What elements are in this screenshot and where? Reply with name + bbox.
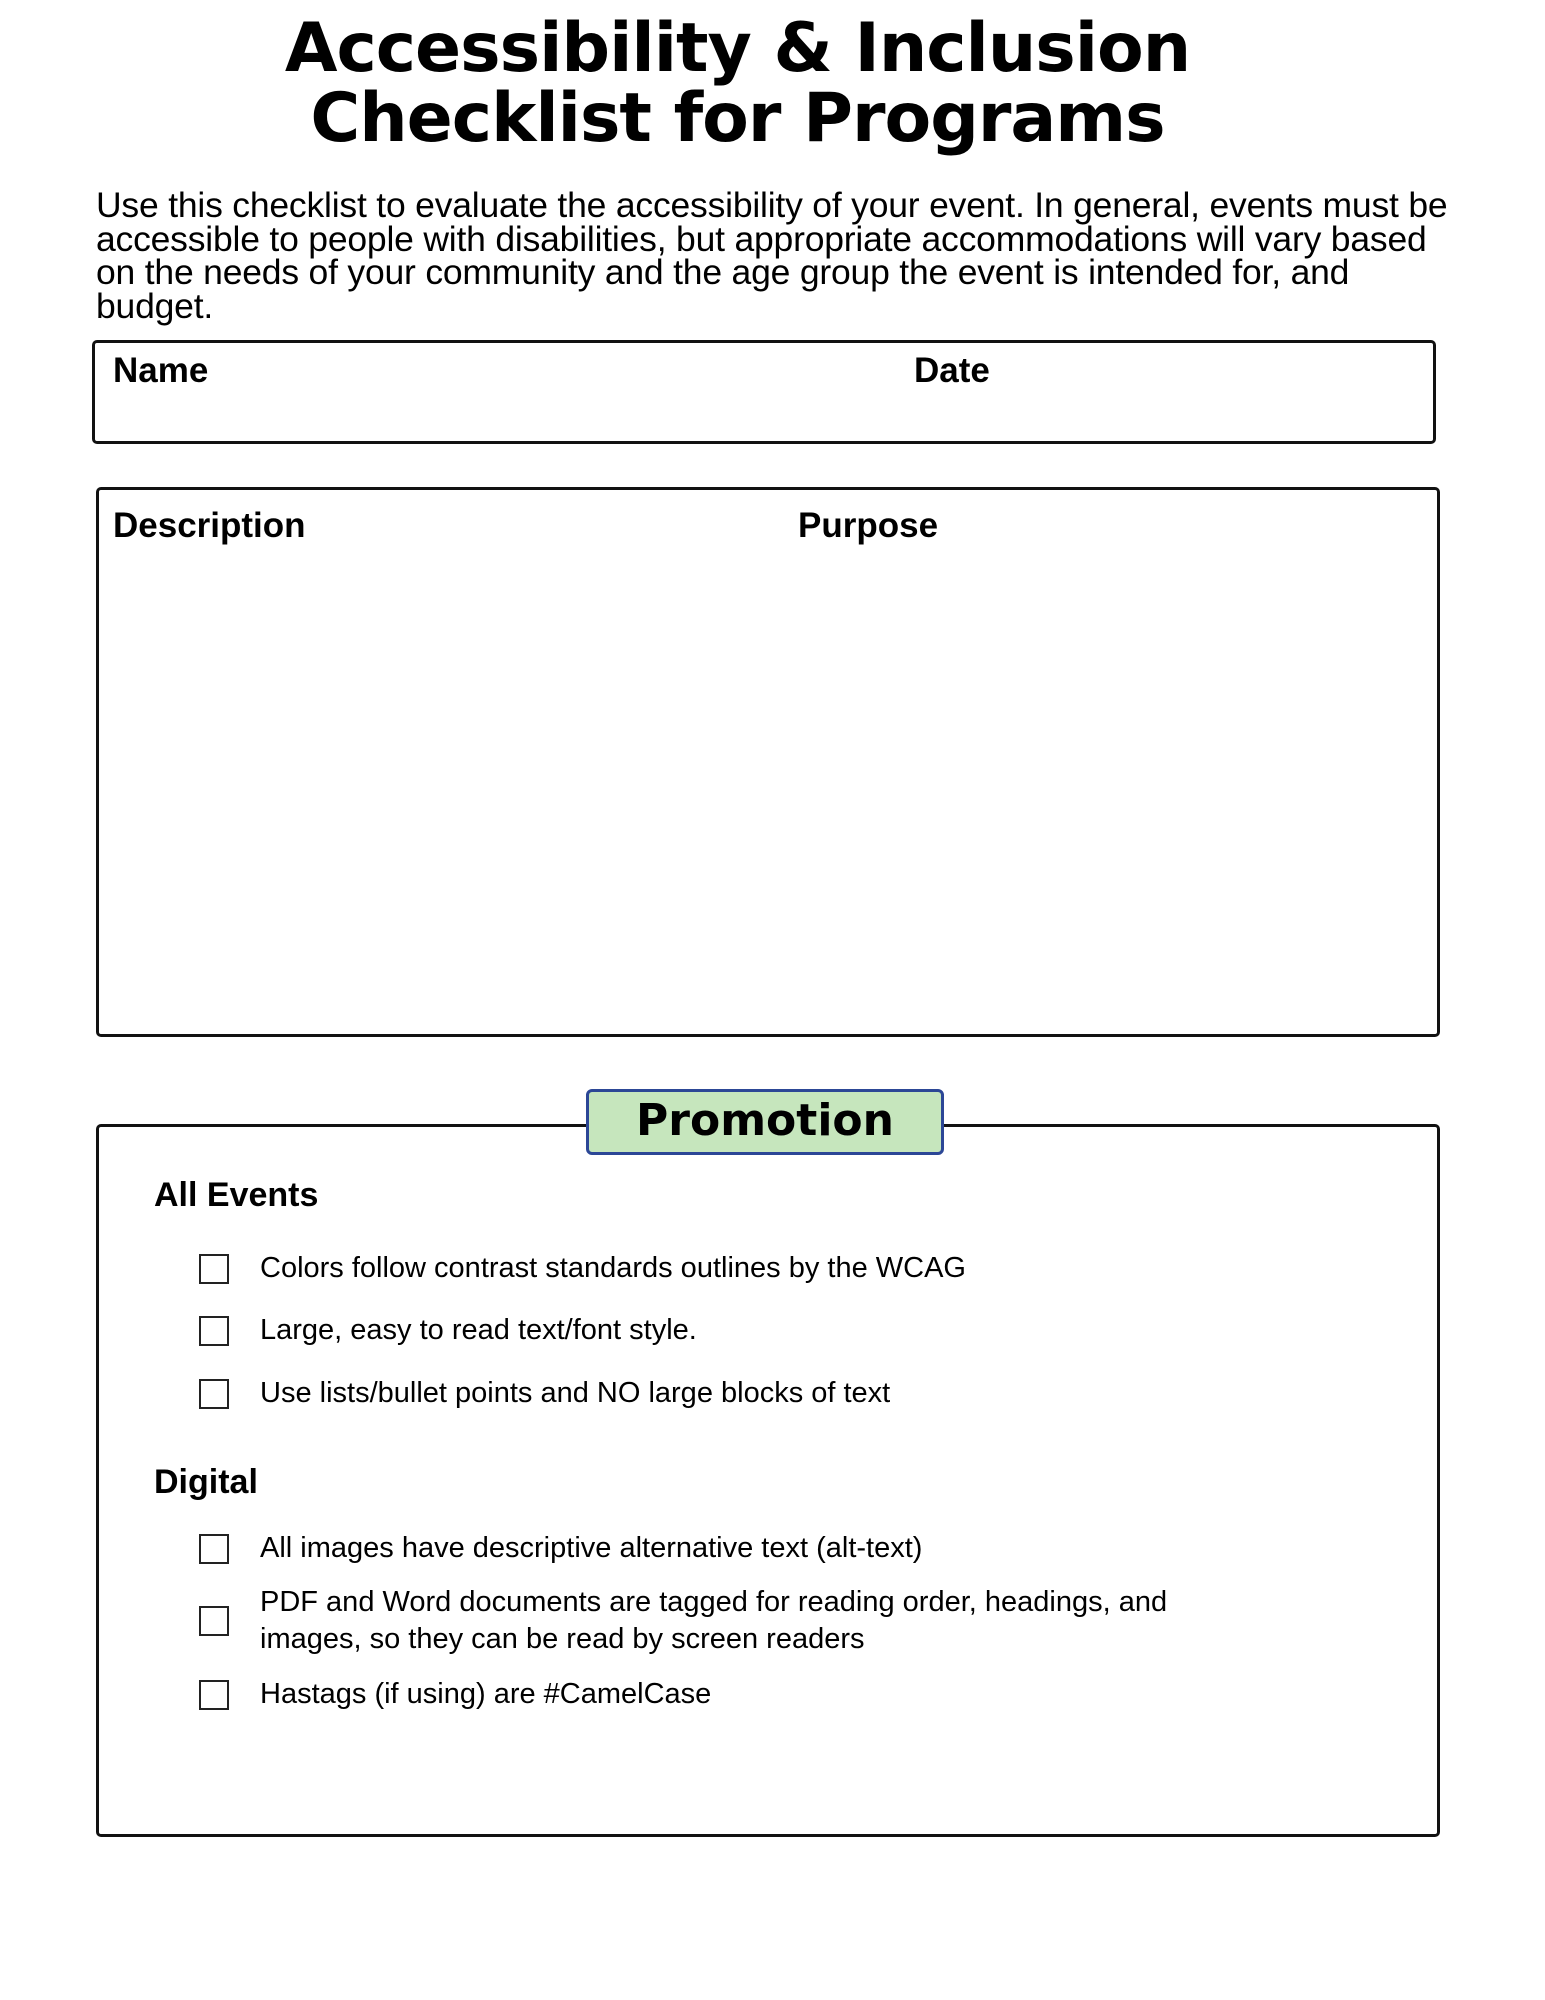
checklist-item[interactable] [199,1584,1299,1658]
digital-heading: Digital [154,1463,258,1501]
checkbox[interactable] [199,1606,229,1636]
page-title [0,9,1475,158]
checklist-item[interactable] [199,1530,1299,1567]
promotion-section [96,1124,1440,1837]
checklist-item[interactable] [199,1312,1299,1349]
checklist-item-label: All images have descriptive alternative text (alt-text) [260,1532,923,1564]
title-line-2: Checklist for Programs [310,79,1165,158]
checkbox[interactable] [199,1534,229,1564]
checklist-item[interactable] [199,1250,1299,1287]
checklist-item-label: Large, easy to read text/font style. [260,1314,697,1346]
checklist-item[interactable] [199,1676,1299,1713]
checklist-item-label: Use lists/bullet points and NO large blocks of text [260,1377,891,1409]
checkbox[interactable] [199,1316,229,1346]
promotion-section-title: Promotion [586,1089,944,1155]
name-date-box[interactable] [92,340,1436,444]
purpose-label: Purpose [798,506,939,545]
all-events-heading: All Events [154,1176,319,1214]
date-label: Date [914,351,990,390]
title-line-1: Accessibility & Inclusion [284,9,1191,88]
checkbox[interactable] [199,1254,229,1284]
description-label: Description [113,506,306,545]
checkbox[interactable] [199,1680,229,1710]
checklist-item-label: Hastags (if using) are #CamelCase [260,1678,712,1710]
description-purpose-box[interactable] [96,487,1440,1037]
checklist-item-label: Colors follow contrast standards outlines by the WCAG [260,1252,966,1284]
intro-paragraph: Use this checklist to evaluate the accessibility of your event. In general, events must be accessible to people with disabilities, but appropriate accommodations will vary based on the needs of your community and the age group the event is intended for, and budget. [96,185,1448,326]
checklist-item[interactable] [199,1375,1299,1412]
name-label: Name [113,351,209,390]
checkbox[interactable] [199,1379,229,1409]
checklist-item-label: PDF and Word documents are tagged for reading order, headings, and images, so they can be read by screen readers [260,1586,1168,1655]
